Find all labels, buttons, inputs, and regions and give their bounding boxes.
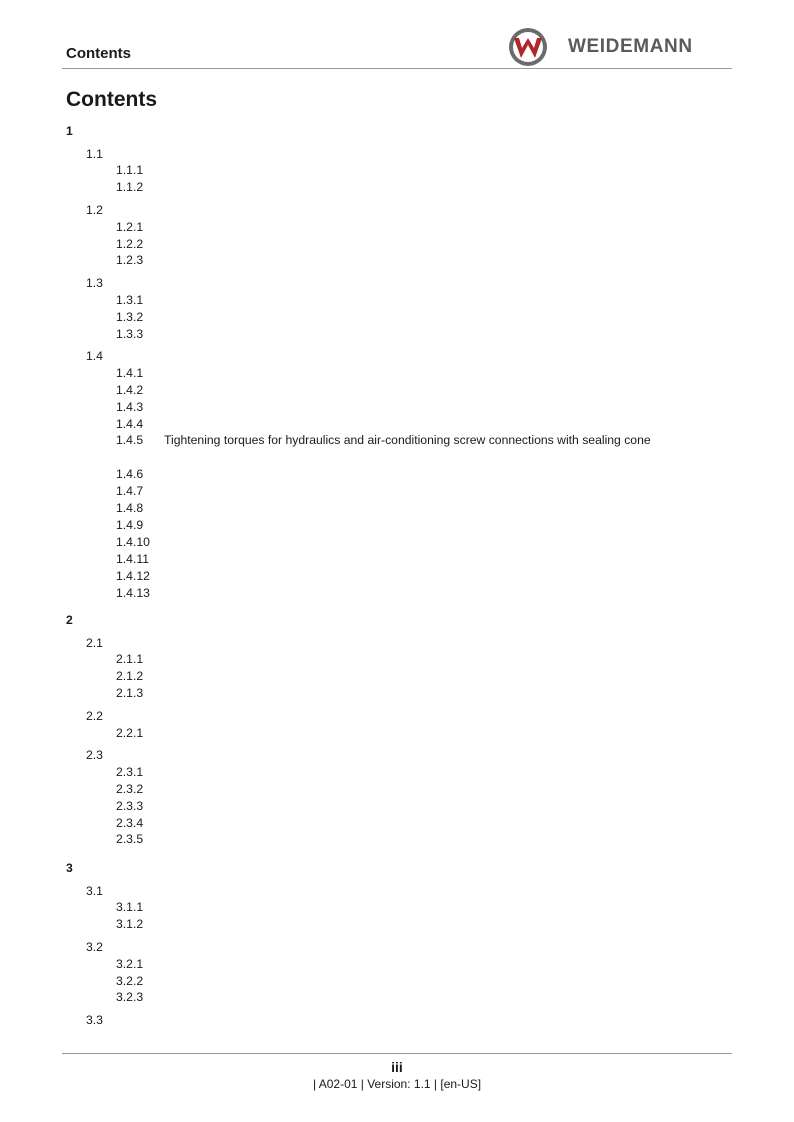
subsection-number: 3.1.1 <box>116 900 144 915</box>
subsection-number: 3.2.2 <box>116 973 144 988</box>
page-title: Contents <box>66 88 157 111</box>
header-title: Contents <box>66 45 131 62</box>
subsection-number: 3.1.2 <box>116 917 144 932</box>
subsection-number: 1.4.10 <box>116 534 150 549</box>
subsection-number: 2.3.3 <box>116 798 144 813</box>
section-number: 1.2 <box>86 202 103 217</box>
subsection-number: 2.3.2 <box>116 781 144 796</box>
subsection-number: 3.2.1 <box>116 956 144 971</box>
chapter-number: 2 <box>66 613 73 627</box>
subsection-number: 2.2.1 <box>116 725 144 740</box>
subsection-number: 1.3.1 <box>116 292 144 307</box>
subsection-number: 1.2.1 <box>116 219 144 234</box>
subsection-number: 2.1.2 <box>116 669 144 684</box>
subsection-number: 1.1.1 <box>116 163 144 178</box>
subsection-number: 1.4.8 <box>116 501 144 515</box>
subsection-number: 1.4.12 <box>116 568 150 583</box>
subsection-number: 1.4.4 <box>116 416 144 431</box>
section-number: 3.1 <box>86 883 103 898</box>
subsection-number: 1.3.3 <box>116 326 144 341</box>
subsection-number: 3.2.3 <box>116 990 144 1005</box>
section-number: 1.3 <box>86 275 103 290</box>
subsection-number: 1.4.11 <box>116 551 149 566</box>
subsection-number: 1.4.9 <box>116 517 144 532</box>
subsection-number: 1.3.2 <box>116 309 144 324</box>
footer-divider <box>62 1053 732 1054</box>
subsection-number: 2.3.1 <box>116 764 144 779</box>
subsection-number: 1.4.1 <box>116 365 144 380</box>
brand-name: WEIDEMANN <box>568 36 693 57</box>
subsection-number: 2.3.5 <box>116 832 144 847</box>
section-number: 3.2 <box>86 939 103 954</box>
section-number: 2.2 <box>86 708 103 723</box>
footer-document-info: | A02-01 | Version: 1.1 | [en-US] <box>312 1077 482 1091</box>
subsection-number: 2.3.4 <box>116 815 144 830</box>
subsection-number: 1.4.13 <box>116 585 150 600</box>
subsection-number: 2.1.3 <box>116 686 144 701</box>
subsection-number: 1.2.3 <box>116 253 144 268</box>
subsection-number: 2.1.1 <box>116 652 144 667</box>
section-number: 3.3 <box>86 1012 103 1027</box>
subsection-number: 1.4.3 <box>116 399 144 414</box>
subsection-number: 1.1.2 <box>116 180 144 195</box>
chapter-number: 3 <box>66 861 73 875</box>
chapter-number: 1 <box>66 124 73 138</box>
table-of-contents: 1 1.1 1.1.1 1.1.2 1.2 1.2.1 1.2.2 1.2.3 1.3 1.3.1 1.3.2 1.3.3 1.4 1.4.1 1.4.2 1.4.3 1.4.4 1.4.5 Tightening torques for hydraulics and air-conditioning screw connections with sealing cone 1.4.6 1.4.7 1.4.8 1.4.9 1.4.10 1.4.11 1.4.12 1.4.13 2 2.1 2.1.1 2.1.2 2.1.3 2.2 2.2.1 2.3 2.3.1 2.3.2 2.3.3 2.3.4 2.3.5 3 3.1 3.1.1 3.1.2 3.2 3.2.1 3.2.2 3.2.3 3.3 <box>66 124 651 1027</box>
subsection-number: 1.4.5 <box>116 433 144 448</box>
section-number: 1.1 <box>86 146 103 161</box>
section-number: 2.1 <box>86 635 103 650</box>
section-number: 2.3 <box>86 747 103 762</box>
subsection-number: 1.2.2 <box>116 236 144 251</box>
subsection-number: 1.4.2 <box>116 382 144 397</box>
section-number: 1.4 <box>86 348 103 363</box>
subsection-number: 1.4.6 <box>116 467 144 482</box>
footer-page-number: iii <box>391 1059 403 1075</box>
subsection-number: 1.4.7 <box>116 484 144 499</box>
